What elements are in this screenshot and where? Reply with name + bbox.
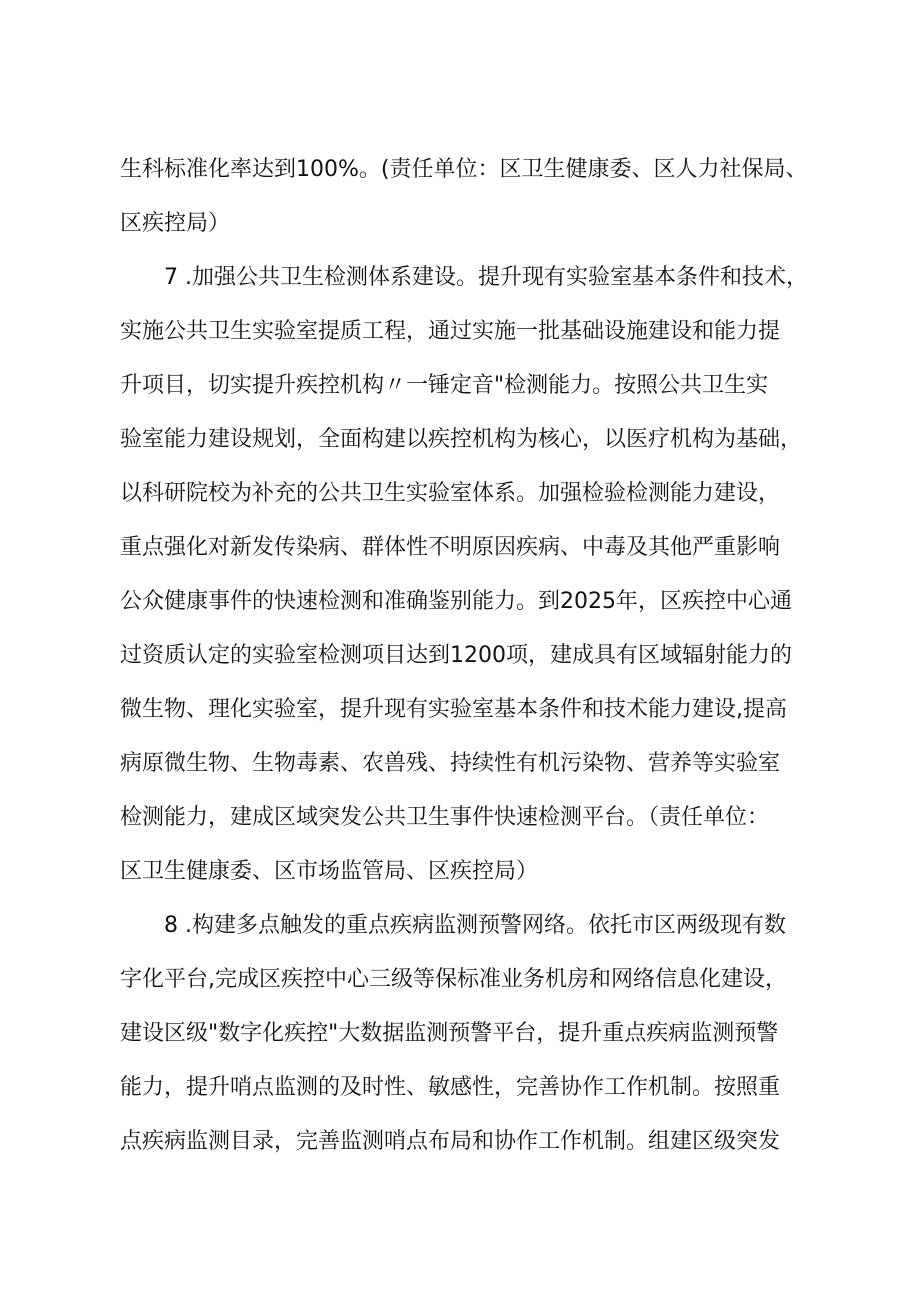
text-line: 公众健康事件的快速检测和准确鉴别能力。到2025年，区疾控中心通 xyxy=(120,589,792,614)
text-line: 区卫生健康委、区市场监管局、区疾控局） xyxy=(120,859,539,884)
item-7-heading-line: 7 .加强公共卫生检测体系建设。提升现有实验室基本条件和技术， xyxy=(164,265,808,290)
item-8-heading-line: 8 .构建多点触发的重点疾病监测预警网络。依托市区两级现有数 xyxy=(164,913,786,938)
text-line: 区疾控局） xyxy=(120,211,231,236)
text-line: 能力，提升哨点监测的及时性、敏感性，完善协作工作机制。按照重 xyxy=(120,1075,781,1100)
text-line: 以科研院校为补充的公共卫生实验室体系。加强检验检测能力建设， xyxy=(120,481,781,506)
text-line: 生科标准化率达到100%。(责任单位：区卫生健康委、区人力社保局、 xyxy=(120,157,808,182)
text-line: 检测能力，建成区域突发公共卫生事件快速检测平台。（责任单位： xyxy=(120,805,770,830)
text-line: 建设区级"数字化疾控"大数据监测预警平台，提升重点疾病监测预警 xyxy=(120,1021,779,1046)
text-line: 字化平台,完成区疾控中心三级等保标准业务机房和网络信息化建设， xyxy=(120,967,787,992)
text-line: 升项目，切实提升疾控机构〃一锤定音"检测能力。按照公共卫生实 xyxy=(120,373,769,398)
text-line: 微生物、理化实验室，提升现有实验室基本条件和技术能力建设,提高 xyxy=(120,697,787,722)
text-line: 过资质认定的实验室检测项目达到1200项，建成具有区域辐射能力的 xyxy=(120,643,792,668)
text-line: 重点强化对新发传染病、群体性不明原因疾病、中毒及其他严重影响 xyxy=(120,535,781,560)
text-line: 实施公共卫生实验室提质工程，通过实施一批基础设施建设和能力提 xyxy=(120,319,781,344)
text-line: 验室能力建设规划，全面构建以疾控机构为核心，以医疗机构为基础， xyxy=(120,427,803,452)
text-line: 病原微生物、生物毒素、农兽残、持续性有机污染物、营养等实验室 xyxy=(120,751,781,776)
text-line: 点疾病监测目录，完善监测哨点布局和协作工作机制。组建区级突发 xyxy=(120,1129,781,1154)
